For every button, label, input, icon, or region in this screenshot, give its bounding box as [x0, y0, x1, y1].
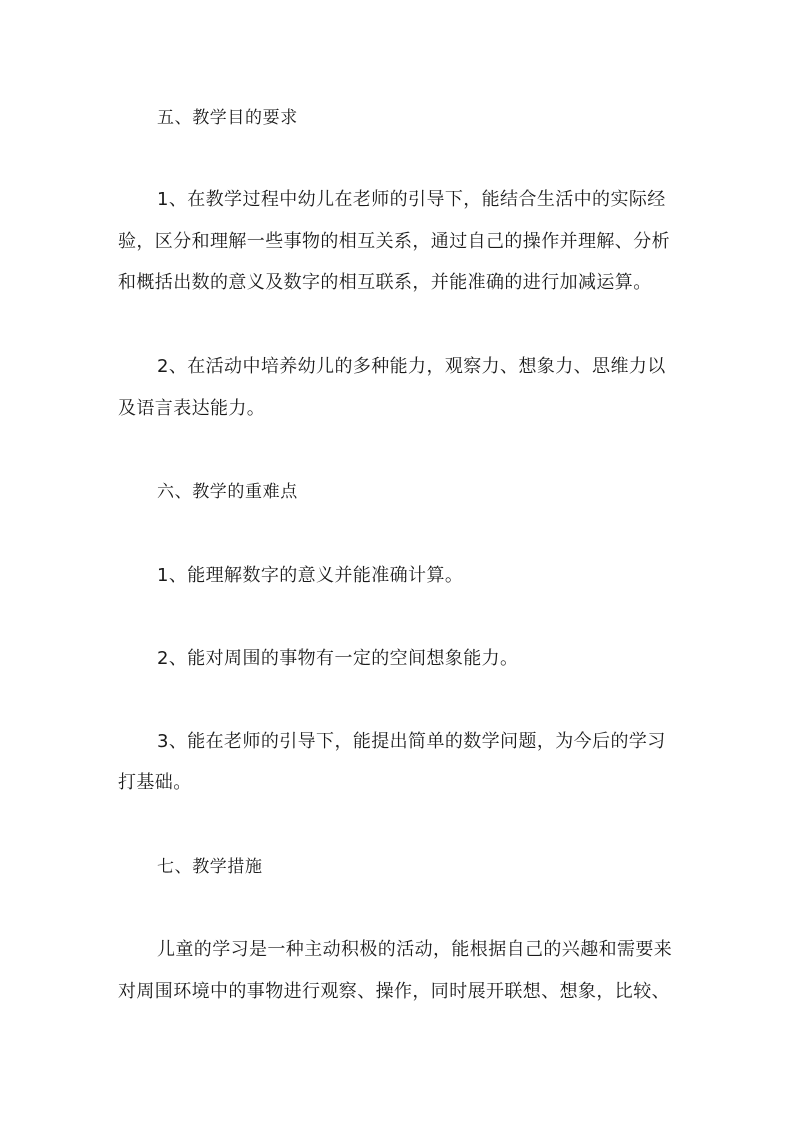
paragraph-5-1-line-1: 1、在教学过程中幼儿在老师的引导下，能结合生活中的实际经 [157, 189, 666, 210]
section-heading-6: 六、教学的重难点 [157, 482, 298, 502]
paragraph-6-3-line-1: 3、能在老师的引导下，能提出简单的数学问题，为今后的学习 [157, 731, 666, 752]
section-heading-5: 五、教学目的要求 [157, 108, 298, 128]
paragraph-5-1-line-3: 和概括出数的意义及数字的相互联系，并能准确的进行加减运算。 [118, 272, 652, 293]
paragraph-5-2-line-2: 及语言表达能力。 [118, 398, 266, 419]
paragraph-6-1-line-1: 1、能理解数字的意义并能准确计算。 [157, 565, 464, 586]
paragraph-5-1-line-2: 验，区分和理解一些事物的相互关系，通过自己的操作并理解、分析 [118, 231, 670, 252]
paragraph-7-1-line-1: 儿童的学习是一种主动积极的活动，能根据自己的兴趣和需要来 [157, 939, 673, 960]
paragraph-6-2-line-1: 2、能对周围的事物有一定的空间想象能力。 [157, 648, 519, 669]
section-heading-7: 七、教学措施 [157, 857, 263, 877]
paragraph-6-3-line-2: 打基础。 [118, 772, 192, 793]
paragraph-7-1-line-2: 对周围环境中的事物进行观察、操作，同时展开联想、想象，比较、 [118, 981, 670, 1002]
paragraph-5-2-line-1: 2、在活动中培养幼儿的多种能力，观察力、想象力、思维力以 [157, 356, 666, 377]
